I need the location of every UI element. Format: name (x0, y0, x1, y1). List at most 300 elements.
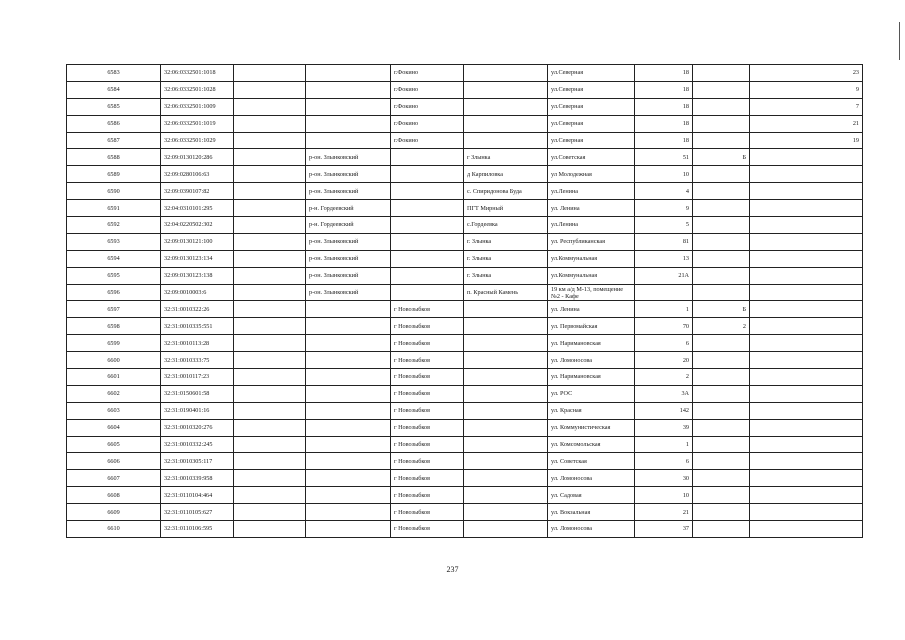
settlement-cell: г. Злынка (464, 267, 548, 284)
blank-cell (234, 65, 306, 82)
street-cell: ул.Северная (548, 115, 635, 132)
house-number-cell: 5 (635, 217, 693, 234)
blank-cell (234, 81, 306, 98)
street-cell: ул.Северная (548, 98, 635, 115)
row-number-cell: 6593 (67, 233, 161, 250)
cadastral-number-cell: 32:31:0010332:245 (161, 436, 234, 453)
street-cell: ул. Республиканская (548, 233, 635, 250)
table-body (67, 65, 863, 538)
city-cell (391, 250, 464, 267)
blank-cell (234, 436, 306, 453)
row-number-cell: 6600 (67, 352, 161, 369)
row-number-cell: 6584 (67, 81, 161, 98)
row-number-cell: 6594 (67, 250, 161, 267)
building-letter-cell (693, 419, 750, 436)
street-cell: ул.Северная (548, 65, 635, 82)
row-number-cell: 6605 (67, 436, 161, 453)
district-cell (306, 470, 391, 487)
street-cell: ул Молодежная (548, 166, 635, 183)
row-number-cell: 6599 (67, 335, 161, 352)
building-letter-cell (693, 200, 750, 217)
district-cell: р-он. Злынковский (306, 183, 391, 200)
cadastral-number-cell: 32:31:0010335:551 (161, 318, 234, 335)
row-number-cell: 6592 (67, 217, 161, 234)
table-row (67, 402, 863, 419)
table-row (67, 284, 863, 301)
blank-cell (234, 200, 306, 217)
house-number-cell: 18 (635, 81, 693, 98)
apartment-number-cell (750, 217, 863, 234)
street-cell: ул. Ленина (548, 301, 635, 318)
blank-cell (234, 470, 306, 487)
blank-cell (234, 419, 306, 436)
blank-cell (234, 250, 306, 267)
district-cell (306, 98, 391, 115)
district-cell: р-он. Злынковский (306, 250, 391, 267)
blank-cell (234, 385, 306, 402)
cadastral-number-cell: 32:06:0332501:1009 (161, 98, 234, 115)
cadastral-number-cell: 32:31:0010117:23 (161, 369, 234, 386)
table-row (67, 470, 863, 487)
city-cell: г Новозыбков (391, 369, 464, 386)
house-number-cell: 142 (635, 402, 693, 419)
district-cell (306, 436, 391, 453)
cadastral-number-cell: 32:06:0332501:1019 (161, 115, 234, 132)
building-letter-cell: Б (693, 301, 750, 318)
settlement-cell (464, 369, 548, 386)
row-number-cell: 6585 (67, 98, 161, 115)
apartment-number-cell: 7 (750, 98, 863, 115)
row-number-cell: 6586 (67, 115, 161, 132)
house-number-cell: 3А (635, 385, 693, 402)
building-letter-cell (693, 267, 750, 284)
district-cell: р-он. Злынковский (306, 166, 391, 183)
page-number: 237 (446, 565, 459, 574)
row-number-cell: 6598 (67, 318, 161, 335)
row-number-cell: 6590 (67, 183, 161, 200)
settlement-cell (464, 470, 548, 487)
street-cell: ул. Садовая (548, 487, 635, 504)
district-cell (306, 369, 391, 386)
city-cell: г Новозыбков (391, 301, 464, 318)
settlement-cell (464, 436, 548, 453)
settlement-cell (464, 419, 548, 436)
cadastral-number-cell: 32:31:0110104:464 (161, 487, 234, 504)
street-cell: ул. Наримановская (548, 335, 635, 352)
apartment-number-cell (750, 470, 863, 487)
row-number-cell: 6589 (67, 166, 161, 183)
house-number-cell: 30 (635, 470, 693, 487)
district-cell (306, 65, 391, 82)
row-number-cell: 6588 (67, 149, 161, 166)
building-letter-cell (693, 65, 750, 82)
apartment-number-cell (750, 419, 863, 436)
city-cell: г Новозыбков (391, 487, 464, 504)
settlement-cell: д Карпиловка (464, 166, 548, 183)
city-cell (391, 166, 464, 183)
table-row (67, 521, 863, 538)
city-cell: г.Фокино (391, 98, 464, 115)
house-number-cell: 51 (635, 149, 693, 166)
apartment-number-cell (750, 166, 863, 183)
building-letter-cell (693, 385, 750, 402)
blank-cell (234, 233, 306, 250)
cadastral-number-cell: 32:31:0150601:58 (161, 385, 234, 402)
district-cell (306, 402, 391, 419)
city-cell: г Новозыбков (391, 470, 464, 487)
district-cell (306, 487, 391, 504)
settlement-cell: г. Злынка (464, 233, 548, 250)
blank-cell (234, 284, 306, 301)
district-cell (306, 335, 391, 352)
row-number-cell: 6595 (67, 267, 161, 284)
apartment-number-cell (750, 436, 863, 453)
street-cell: ул. Вокзальная (548, 504, 635, 521)
table-row (67, 335, 863, 352)
cadastral-number-cell: 32:04:0220502:302 (161, 217, 234, 234)
table-row (67, 250, 863, 267)
building-letter-cell (693, 81, 750, 98)
street-cell: ул. Первомайская (548, 318, 635, 335)
city-cell: г.Фокино (391, 115, 464, 132)
row-number-cell: 6609 (67, 504, 161, 521)
property-register-table (66, 64, 863, 538)
building-letter-cell (693, 284, 750, 301)
table-row (67, 166, 863, 183)
building-letter-cell (693, 402, 750, 419)
city-cell: г Новозыбков (391, 453, 464, 470)
district-cell: р-он. Злынковский (306, 149, 391, 166)
building-letter-cell (693, 521, 750, 538)
house-number-cell: 81 (635, 233, 693, 250)
city-cell: г Новозыбков (391, 385, 464, 402)
apartment-number-cell (750, 369, 863, 386)
blank-cell (234, 98, 306, 115)
street-cell: ул. Советская (548, 453, 635, 470)
settlement-cell (464, 301, 548, 318)
street-cell: ул.Коммунальная (548, 250, 635, 267)
city-cell: г Новозыбков (391, 521, 464, 538)
district-cell (306, 115, 391, 132)
district-cell (306, 504, 391, 521)
cadastral-number-cell: 32:09:0280106:63 (161, 166, 234, 183)
cadastral-number-cell: 32:09:0130121:100 (161, 233, 234, 250)
table-row (67, 81, 863, 98)
city-cell: г.Фокино (391, 81, 464, 98)
cadastral-number-cell: 32:09:0130123:138 (161, 267, 234, 284)
row-number-cell: 6587 (67, 132, 161, 149)
blank-cell (234, 217, 306, 234)
blank-cell (234, 166, 306, 183)
row-number-cell: 6596 (67, 284, 161, 301)
apartment-number-cell (750, 318, 863, 335)
apartment-number-cell (750, 284, 863, 301)
district-cell (306, 132, 391, 149)
row-number-cell: 6583 (67, 65, 161, 82)
settlement-cell: с.Гордеевка (464, 217, 548, 234)
settlement-cell (464, 65, 548, 82)
district-cell: р-он. Злынковский (306, 233, 391, 250)
settlement-cell: с. Спиридонова Буда (464, 183, 548, 200)
house-number-cell: 18 (635, 132, 693, 149)
table-row (67, 65, 863, 82)
district-cell: р-он. Злынковский (306, 284, 391, 301)
building-letter-cell: 2 (693, 318, 750, 335)
house-number-cell: 13 (635, 250, 693, 267)
street-cell: ул.Коммунальная (548, 267, 635, 284)
table-row (67, 385, 863, 402)
cadastral-number-cell: 32:31:0110105:627 (161, 504, 234, 521)
city-cell: г Новозыбков (391, 436, 464, 453)
settlement-cell (464, 132, 548, 149)
settlement-cell (464, 335, 548, 352)
settlement-cell (464, 385, 548, 402)
row-number-cell: 6603 (67, 402, 161, 419)
blank-cell (234, 132, 306, 149)
district-cell: р-н. Гордеевский (306, 200, 391, 217)
city-cell: г Новозыбков (391, 335, 464, 352)
table-row (67, 98, 863, 115)
row-number-cell: 6591 (67, 200, 161, 217)
apartment-number-cell (750, 267, 863, 284)
table-row (67, 233, 863, 250)
cadastral-number-cell: 32:31:0010322:26 (161, 301, 234, 318)
apartment-number-cell (750, 183, 863, 200)
building-letter-cell (693, 115, 750, 132)
building-letter-cell (693, 132, 750, 149)
apartment-number-cell: 21 (750, 115, 863, 132)
street-cell: 19 км а/д М-13, помещение №2 - Кафе (548, 284, 635, 301)
table-row (67, 487, 863, 504)
district-cell: р-н. Гордеевский (306, 217, 391, 234)
table-row (67, 419, 863, 436)
building-letter-cell (693, 436, 750, 453)
street-cell: ул. Ломоносова (548, 521, 635, 538)
cadastral-number-cell: 32:06:0332501:1029 (161, 132, 234, 149)
apartment-number-cell (750, 200, 863, 217)
house-number-cell: 2 (635, 369, 693, 386)
building-letter-cell (693, 183, 750, 200)
city-cell (391, 183, 464, 200)
settlement-cell (464, 402, 548, 419)
table-row (67, 504, 863, 521)
apartment-number-cell (750, 504, 863, 521)
blank-cell (234, 487, 306, 504)
house-number-cell: 21 (635, 504, 693, 521)
blank-cell (234, 402, 306, 419)
cadastral-number-cell: 32:09:0010003:6 (161, 284, 234, 301)
table-row (67, 183, 863, 200)
building-letter-cell (693, 470, 750, 487)
apartment-number-cell (750, 385, 863, 402)
cadastral-number-cell: 32:31:0110106:595 (161, 521, 234, 538)
city-cell (391, 233, 464, 250)
city-cell (391, 217, 464, 234)
building-letter-cell (693, 352, 750, 369)
house-number-cell: 6 (635, 335, 693, 352)
house-number-cell: 70 (635, 318, 693, 335)
settlement-cell (464, 487, 548, 504)
house-number-cell: 1 (635, 436, 693, 453)
apartment-number-cell (750, 402, 863, 419)
apartment-number-cell (750, 352, 863, 369)
district-cell (306, 419, 391, 436)
cadastral-number-cell: 32:06:0332501:1028 (161, 81, 234, 98)
blank-cell (234, 352, 306, 369)
row-number-cell: 6606 (67, 453, 161, 470)
blank-cell (234, 115, 306, 132)
table-row (67, 352, 863, 369)
building-letter-cell (693, 335, 750, 352)
house-number-cell: 21А (635, 267, 693, 284)
house-number-cell: 18 (635, 65, 693, 82)
table-row (67, 301, 863, 318)
street-cell: ул. Красная (548, 402, 635, 419)
district-cell (306, 453, 391, 470)
row-number-cell: 6597 (67, 301, 161, 318)
street-cell: ул.Ленина (548, 217, 635, 234)
blank-cell (234, 267, 306, 284)
district-cell (306, 301, 391, 318)
blank-cell (234, 183, 306, 200)
row-number-cell: 6608 (67, 487, 161, 504)
settlement-cell (464, 504, 548, 521)
apartment-number-cell (750, 335, 863, 352)
apartment-number-cell: 9 (750, 81, 863, 98)
house-number-cell: 9 (635, 200, 693, 217)
table-row (67, 436, 863, 453)
blank-cell (234, 149, 306, 166)
cadastral-number-cell: 32:09:0390107:82 (161, 183, 234, 200)
street-cell: ул. Ленина (548, 200, 635, 217)
settlement-cell (464, 81, 548, 98)
street-cell: ул.Северная (548, 81, 635, 98)
building-letter-cell (693, 217, 750, 234)
building-letter-cell (693, 504, 750, 521)
house-number-cell: 10 (635, 487, 693, 504)
table-row (67, 132, 863, 149)
city-cell: г.Фокино (391, 132, 464, 149)
row-number-cell: 6604 (67, 419, 161, 436)
city-cell: г Новозыбков (391, 352, 464, 369)
house-number-cell: 18 (635, 115, 693, 132)
house-number-cell: 4 (635, 183, 693, 200)
settlement-cell (464, 318, 548, 335)
cadastral-number-cell: 32:31:0010305:117 (161, 453, 234, 470)
apartment-number-cell (750, 149, 863, 166)
settlement-cell: г. Злынка (464, 250, 548, 267)
cadastral-number-cell: 32:09:0130123:134 (161, 250, 234, 267)
cadastral-number-cell: 32:31:0190401:16 (161, 402, 234, 419)
row-number-cell: 6601 (67, 369, 161, 386)
house-number-cell: 18 (635, 98, 693, 115)
city-cell (391, 149, 464, 166)
city-cell (391, 267, 464, 284)
district-cell (306, 385, 391, 402)
building-letter-cell (693, 250, 750, 267)
street-cell: ул. Комсомольская (548, 436, 635, 453)
apartment-number-cell: 23 (750, 65, 863, 82)
building-letter-cell (693, 453, 750, 470)
row-number-cell: 6602 (67, 385, 161, 402)
blank-cell (234, 521, 306, 538)
street-cell: ул. Ломоносова (548, 352, 635, 369)
city-cell: г.Фокино (391, 65, 464, 82)
blank-cell (234, 318, 306, 335)
cadastral-number-cell: 32:06:0332501:1018 (161, 65, 234, 82)
table-row (67, 115, 863, 132)
building-letter-cell (693, 369, 750, 386)
cadastral-number-cell: 32:04:0310101:295 (161, 200, 234, 217)
street-cell: ул.Ленина (548, 183, 635, 200)
settlement-cell: г Злынка (464, 149, 548, 166)
settlement-cell (464, 521, 548, 538)
street-cell: ул. Коммунистическая (548, 419, 635, 436)
table-row (67, 217, 863, 234)
building-letter-cell (693, 166, 750, 183)
house-number-cell: 39 (635, 419, 693, 436)
blank-cell (234, 453, 306, 470)
blank-cell (234, 369, 306, 386)
apartment-number-cell (750, 453, 863, 470)
table-row (67, 369, 863, 386)
city-cell: г Новозыбков (391, 318, 464, 335)
house-number-cell: 6 (635, 453, 693, 470)
apartment-number-cell (750, 250, 863, 267)
table-row (67, 318, 863, 335)
settlement-cell (464, 98, 548, 115)
house-number-cell: 10 (635, 166, 693, 183)
district-cell (306, 81, 391, 98)
city-cell: г Новозыбков (391, 419, 464, 436)
building-letter-cell (693, 233, 750, 250)
cadastral-number-cell: 32:09:0130120:286 (161, 149, 234, 166)
district-cell (306, 352, 391, 369)
building-letter-cell: Б (693, 149, 750, 166)
house-number-cell: 1 (635, 301, 693, 318)
city-cell (391, 200, 464, 217)
row-number-cell: 6610 (67, 521, 161, 538)
district-cell (306, 318, 391, 335)
district-cell: р-он. Злынковский (306, 267, 391, 284)
blank-cell (234, 504, 306, 521)
row-number-cell: 6607 (67, 470, 161, 487)
table-row (67, 267, 863, 284)
settlement-cell: ПГТ Мирный (464, 200, 548, 217)
house-number-cell: 20 (635, 352, 693, 369)
district-cell (306, 521, 391, 538)
settlement-cell (464, 115, 548, 132)
apartment-number-cell (750, 301, 863, 318)
house-number-cell (635, 284, 693, 301)
settlement-cell: п. Красный Камень (464, 284, 548, 301)
street-cell: ул.Советская (548, 149, 635, 166)
city-cell: г Новозыбков (391, 504, 464, 521)
street-cell: ул. РОС (548, 385, 635, 402)
apartment-number-cell (750, 233, 863, 250)
scan-edge-mark (899, 22, 900, 60)
city-cell: г Новозыбков (391, 402, 464, 419)
street-cell: ул.Северная (548, 132, 635, 149)
cadastral-number-cell: 32:31:0010339:958 (161, 470, 234, 487)
table-row (67, 149, 863, 166)
cadastral-number-cell: 32:31:0010320:276 (161, 419, 234, 436)
blank-cell (234, 301, 306, 318)
settlement-cell (464, 352, 548, 369)
apartment-number-cell (750, 487, 863, 504)
house-number-cell: 37 (635, 521, 693, 538)
apartment-number-cell: 19 (750, 132, 863, 149)
